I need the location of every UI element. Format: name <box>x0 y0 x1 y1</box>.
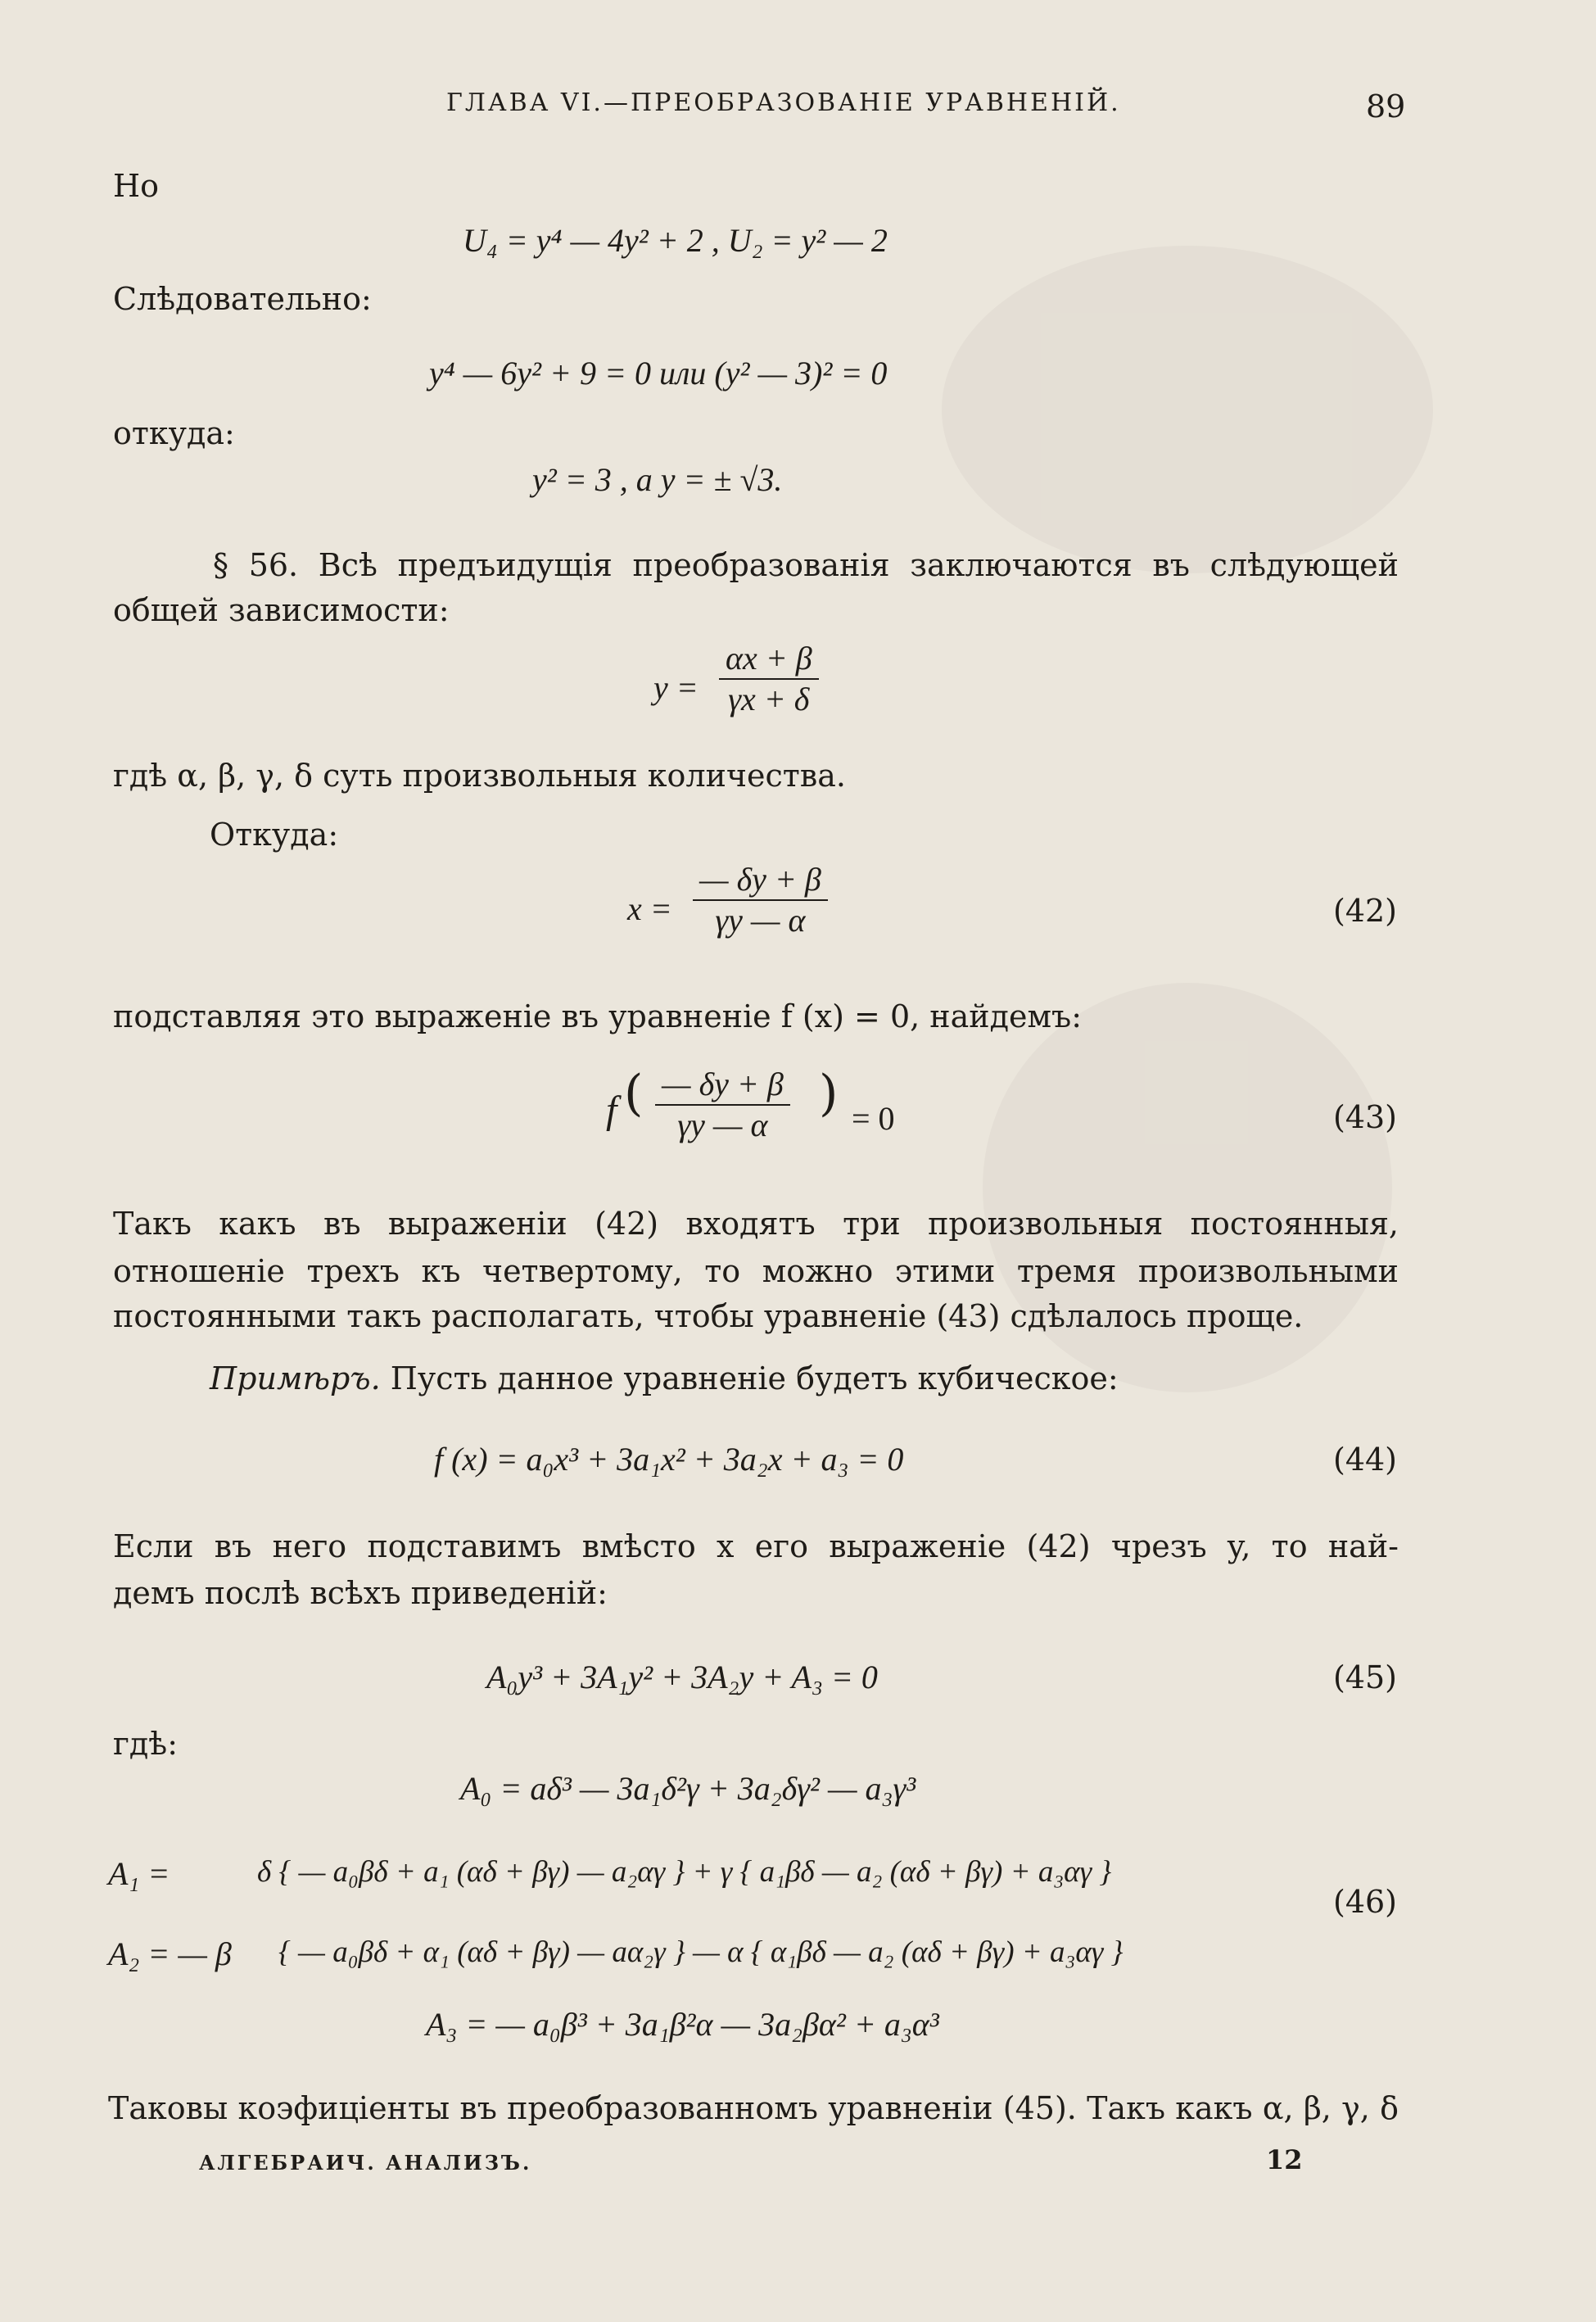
text-no: Но <box>113 168 160 204</box>
running-header: ГЛАВА VI.—ПРЕОБРАЗОВАНІЕ УРАВНЕНІЙ. <box>446 88 1121 117</box>
paragraph-esli-line-2: демъ послѣ всѣхъ приведеній: <box>113 1575 608 1611</box>
equation-A2-rhs: { — a₀βδ + α₁ (αδ + βγ) — aα₂γ } — α { α₁βδ — a₂ (αδ + βγ) + a₃αγ } <box>278 1935 1124 1969</box>
fraction-1 <box>719 639 819 719</box>
fraction-2-numerator: — δy + β <box>693 860 828 901</box>
text-otkuda: откуда: <box>113 415 235 451</box>
equation-number-43: (43) <box>1333 1099 1398 1135</box>
paragraph-last-line: Таковы коэфиціенты въ преобразованномъ уравненіи (45). Такъ какъ α, β, γ, δ <box>108 2090 1399 2126</box>
fraction-1-lhs: y = <box>653 669 699 706</box>
text-gde-2: гдѣ: <box>113 1726 179 1762</box>
paper-stain <box>942 246 1433 573</box>
example-line <box>210 1360 1119 1396</box>
fraction-1-numerator: αx + β <box>719 639 819 680</box>
equation-number-42: (42) <box>1333 893 1398 929</box>
fraction-2-lhs: x = <box>627 890 672 927</box>
function-f: f <box>606 1089 617 1132</box>
example-label: Примѣръ. <box>210 1360 381 1396</box>
page-number: 89 <box>1366 88 1406 124</box>
equation-A1-rhs: δ { — a₀βδ + a₁ (αδ + βγ) — a₂αγ } + γ { a₁βδ — a₂ (αδ + βγ) + a₃αγ } <box>257 1855 1112 1889</box>
text-gde: гдѣ α, β, γ, δ суть произвольныя количества. <box>113 758 846 794</box>
left-paren: ( <box>624 1065 644 1122</box>
paragraph-56-line-2: общей зависимости: <box>113 592 450 628</box>
paragraph-tak-line-3: постоянными такъ располагать, чтобы уравненіе (43) сдѣлалось проще. <box>113 1298 1304 1334</box>
equation-y4: y⁴ — 6y² + 9 = 0 или (y² — 3)² = 0 <box>429 355 888 392</box>
equation-A3: A₃ = — a₀β³ + 3a₁β²α — 3a₂βα² + a₃α³ <box>426 2006 939 2043</box>
text-sledovatelno: Слѣдовательно: <box>113 281 372 317</box>
fraction-3-numerator: — δy + β <box>655 1065 790 1106</box>
equation-45: A₀y³ + 3A₁y² + 3A₂y + A₃ = 0 <box>486 1659 878 1695</box>
paragraph-tak-line-2: отношеніе трехъ къ четвертому, то можно этими тремя произвольными <box>113 1253 1399 1289</box>
equation-number-45: (45) <box>1333 1659 1398 1695</box>
paragraph-esli-line-1: Если въ него подставимъ вмѣсто x его выраженіе (42) чрезъ y, то най- <box>113 1528 1399 1564</box>
equation-number-46: (46) <box>1333 1884 1398 1920</box>
example-text: Пусть данное уравненіе будетъ кубическое: <box>390 1360 1119 1396</box>
fraction-1-denominator: γx + δ <box>728 681 810 717</box>
fraction-3-denominator: γy — α <box>677 1107 768 1143</box>
equation-A2-lhs: A₂ = — β <box>108 1935 232 1972</box>
fraction-3-rhs: = 0 <box>852 1100 895 1137</box>
equation-u: U₄ = y⁴ — 4y² + 2 , U₂ = y² — 2 <box>463 222 888 259</box>
fraction-3 <box>655 1065 790 1145</box>
paragraph-tak-line-1: Такъ какъ въ выраженіи (42) входятъ три произвольныя постоянныя, <box>113 1206 1399 1242</box>
fraction-2-denominator: γy — α <box>715 902 806 939</box>
equation-44: f (x) = a₀x³ + 3a₁x² + 3a₂x + a₃ = 0 <box>434 1441 904 1478</box>
text-podstavlyaya: подставляя это выраженіе въ уравненіе f (x) = 0, найдемъ: <box>113 998 1083 1034</box>
footer-sheet-number: 12 <box>1266 2144 1303 2175</box>
equation-y2: y² = 3 , а y = ± √3. <box>532 461 783 498</box>
equation-A0: A₀ = aδ³ — 3a₁δ²γ + 3a₂δγ² — a₃γ³ <box>460 1770 916 1807</box>
equation-A1-lhs: A₁ = <box>108 1855 170 1892</box>
paragraph-56-line-1: § 56. Всѣ предъидущія преобразованія заключаются въ слѣдующей <box>213 547 1399 583</box>
fraction-2 <box>693 860 828 940</box>
equation-number-44: (44) <box>1333 1442 1398 1478</box>
right-paren: ) <box>819 1065 839 1122</box>
footer-signature: АЛГЕБРАИЧ. АНАЛИЗЪ. <box>199 2151 532 2175</box>
text-otkuda-2: Откуда: <box>210 817 339 853</box>
